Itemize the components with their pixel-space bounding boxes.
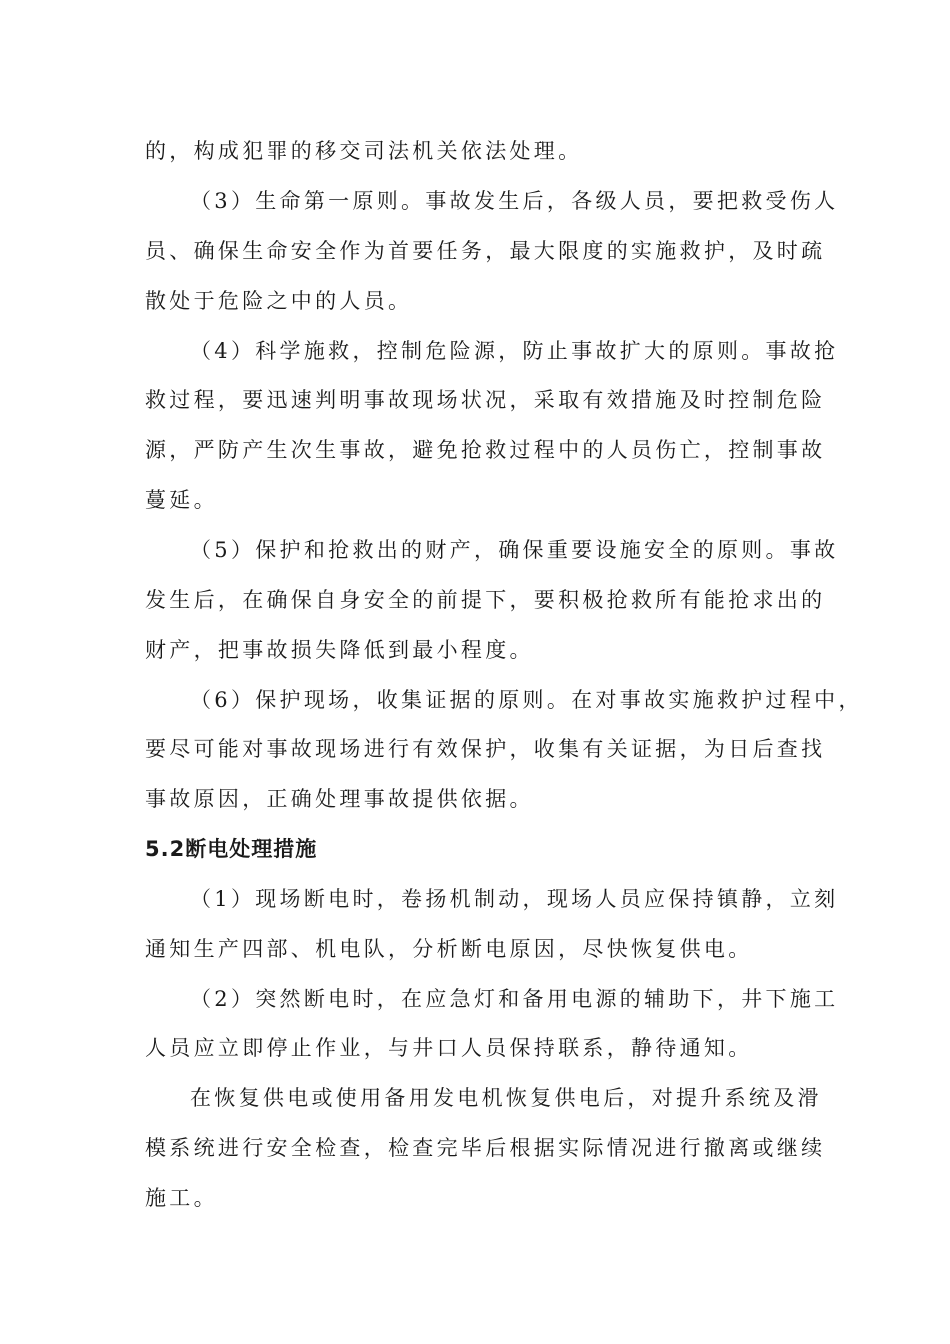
text-line: 通知生产四部、机电队，分析断电原因，尽快恢复供电。: [145, 937, 753, 961]
paragraph-power-1-start: （1）现场断电时，卷扬机制动，现场人员应保持镇静，立刻: [190, 887, 839, 911]
text-line: 员、确保生命安全作为首要任务，最大限度的实施救护，及时疏: [145, 239, 826, 263]
section-heading: 5.2断电处理措施: [145, 837, 318, 861]
text-line: 财产，把事故损失降低到最小程度。: [145, 638, 534, 662]
text-line: 源，严防产生次生事故，避免抢救过程中的人员伤亡，控制事故: [145, 438, 826, 462]
text-line: 施工。: [145, 1186, 218, 1210]
paragraph-power-2-start: （2）突然断电时，在应急灯和备用电源的辅助下，井下施工: [190, 987, 839, 1011]
paragraph-5-start: （5）保护和抢救出的财产，确保重要设施安全的原则。事故: [190, 538, 839, 562]
text-line: 发生后，在确保自身安全的前提下，要积极抢救所有能抢求出的: [145, 588, 826, 612]
text-line: 蔓延。: [145, 488, 218, 512]
paragraph-recovery-start: 在恢复供电或使用备用发电机恢复供电后，对提升系统及滑: [190, 1086, 822, 1110]
text-line: 要尽可能对事故现场进行有效保护，收集有关证据，为日后查找: [145, 737, 826, 761]
text-line: 的，构成犯罪的移交司法机关依法处理。: [145, 139, 583, 163]
text-line: 救过程，要迅速判明事故现场状况，采取有效措施及时控制危险: [145, 388, 826, 412]
paragraph-4-start: （4）科学施救，控制危险源，防止事故扩大的原则。事故抢: [190, 339, 839, 363]
text-line: 人员应立即停止作业，与井口人员保持联系，静待通知。: [145, 1036, 753, 1060]
paragraph-3-start: （3）生命第一原则。事故发生后，各级人员，要把救受伤人: [190, 189, 839, 213]
text-line: 散处于危险之中的人员。: [145, 289, 413, 313]
paragraph-6-start: （6）保护现场，收集证据的原则。在对事故实施救护过程中，: [190, 688, 863, 712]
text-line: 模系统进行安全检查，检查完毕后根据实际情况进行撤离或继续: [145, 1136, 826, 1160]
text-line: 事故原因，正确处理事故提供依据。: [145, 787, 534, 811]
